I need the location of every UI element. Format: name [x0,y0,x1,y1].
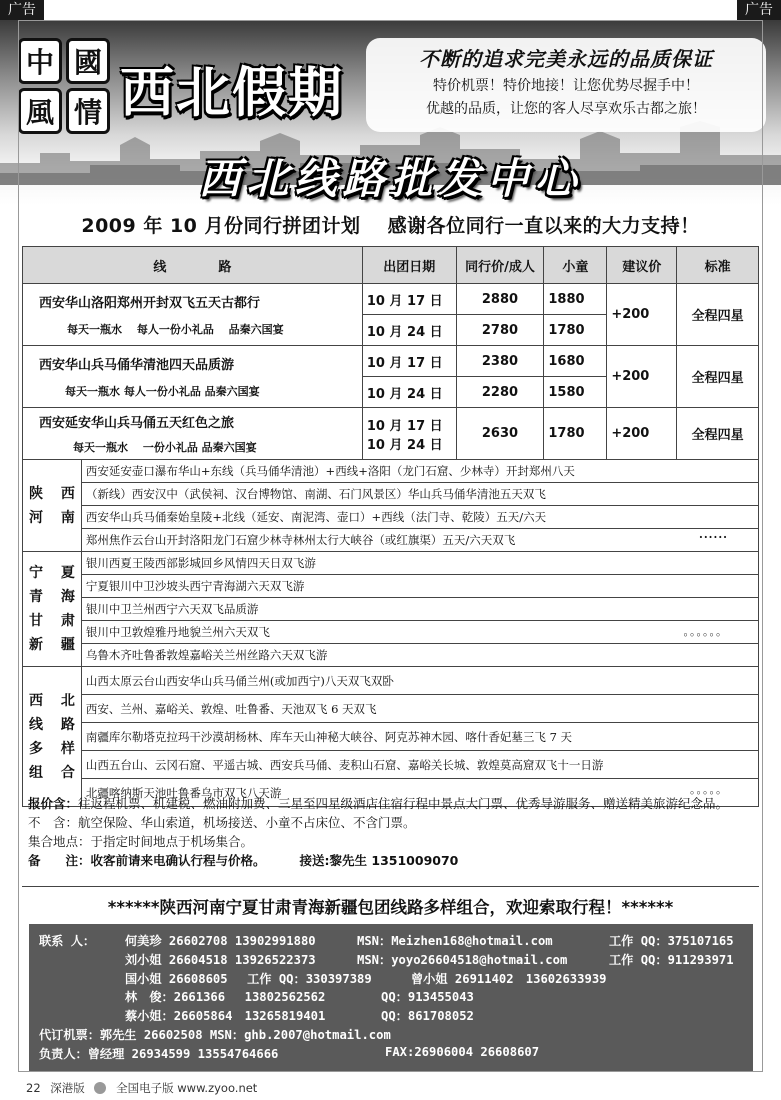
contact-qq: QQ：861708052 [381,1009,474,1024]
tour-dates [362,408,456,460]
header-standard: 标准 [677,247,759,284]
contact-qq: QQ：913455043 [381,990,474,1005]
tour-route-cell [23,346,363,408]
tour-price: 2630 [456,408,544,460]
contact-person: 刘小姐 26604518 13926522373 [125,952,316,967]
page-footer [26,1080,263,1096]
contact-row [39,951,743,970]
tour-name: 西安华山兵马俑华清池四天品质游 [39,358,235,373]
divider [22,886,759,887]
tour-table [22,246,759,807]
tour-date: 10 月 17 日 [366,418,443,434]
contact-person: 何美珍 26602708 13902991880 [125,934,316,948]
region-label: 陕 西 河 南 [23,460,82,552]
contact-qq: 工作 QQ：911293971 [609,952,734,967]
region-row [23,667,759,695]
region-row [23,644,759,667]
tour-route-cell [23,408,363,460]
route-item: 郑州焦作云台山开封洛阳龙门石窟少林寺林州太行大峡谷（或红旗渠）五天/六天双飞 [85,533,516,547]
includes-line [28,794,758,813]
contact-person: 蔡小姐：26605864 13265819401 [125,1009,326,1024]
region-row [23,695,759,723]
route-item: 银川中卫兰州西宁六天双飞品质游 [81,598,758,621]
region-label: 西 北 线 路 多 样 组 合 [23,667,82,807]
contact-label: 联系 人： [39,934,96,948]
route-item: 南疆库尔勒塔克拉玛干沙漠胡杨林、库车天山神秘大峡谷、阿克苏神木园、喀什香妃墓三飞 7 天 [81,723,758,751]
includes-label: 报价含： [28,796,79,811]
more-dots: 。。。。。 [690,783,728,796]
headline: 西北线路批发中心 [198,154,583,203]
region-row [23,621,759,644]
more-dots: 。。。。。。 [683,625,728,638]
route-item: 宁夏银川中卫沙坡头西宁青海湖六天双飞游 [81,575,758,598]
manager: 负责人：曾经理 26934599 13554764666 [39,1046,279,1061]
includes-text: 往返程机票、机建税、燃油附加费、三星至四星级酒店住宿行程中景点大门票、优秀导游服务、赠送精美旅游纪念品。 [78,796,729,811]
logo [18,38,110,130]
site-link[interactable]: 全国电子版 www.zyoo.net [116,1081,258,1095]
tour-price: 2380 [456,346,544,377]
slogan-box [366,38,766,132]
contact-row [39,1026,743,1045]
tour-price: 2280 [456,377,544,408]
tour-standard: 全程四星 [677,346,759,408]
route-item: 银川西夏王陵西部影城回乡风情四天日双飞游 [81,552,758,575]
edition: 深港版 [50,1081,85,1095]
header-child: 小童 [544,247,607,284]
route-item: 西安延安壶口瀑布华山+东线（兵马俑华清池）+西线+洛阳（龙门石窟、少林寺）开封郑州八天 [81,460,758,483]
tour-date: 10 月 17 日 [362,346,456,377]
tour-date: 10 月 24 日 [366,437,443,453]
tour-price: 2880 [456,284,544,315]
remark-line [28,851,758,870]
tour-name: 西安延安华山兵马俑五天红色之旅 [39,416,235,431]
contact-row [39,988,743,1007]
tour-date: 10 月 24 日 [362,377,456,408]
table-header-row [23,247,759,284]
ticket-agent: 代订机票：郭先生 26602508 MSN：ghb.2007@hotmail.com [39,1027,391,1042]
region-row [23,723,759,751]
route-item: 山西太原云台山西安华山兵马俑兰州(或加西宁)八天双飞双卧 [81,667,758,695]
contact-person: 曾小姐 26911402 13602633939 [411,971,607,986]
contact-qq: 工作 QQ：375107165 [609,934,734,948]
route-item-with-dots [81,621,758,644]
region-row [23,751,759,779]
ad-tag-left: 广告 [0,0,44,20]
subtitle-thanks: 感谢各位同行一直以来的大力支持！ [387,215,700,237]
more-dots: ······ [699,531,728,544]
tour-suggest: +200 [607,346,677,408]
tour-child-price: 1680 [544,346,607,377]
route-item: 西安华山兵马俑秦始皇陵+北线（延安、南泥湾、壶口）+西线（法门寺、乾陵）五天/六天 [81,506,758,529]
tour-suggest: +200 [607,408,677,460]
logo-char: 國 [66,38,110,84]
banner [0,20,781,205]
promo-banner: ******陕西河南宁夏甘肃青海新疆包团线路多样组合，欢迎索取行程！****** [107,898,674,917]
contact-msn: MSN：Meizhen168@hotmail.com [357,934,553,948]
excludes-label: 不 含： [28,815,79,830]
logo-char: 中 [18,38,62,84]
tour-child-price: 1780 [544,408,607,460]
contact-row [39,1007,743,1026]
slogan-line: 特价机票！特价地接！让您优势尽握手中！ [433,78,699,94]
tour-name: 西安华山洛阳郑州开封双飞五天古都行 [39,296,261,311]
tour-perks: 每天一瓶水 每人一份小礼品 品秦六国宴 [67,323,284,336]
contact-row [39,1045,743,1064]
header-suggest: 建议价 [607,247,677,284]
fax: FAX:26906004 26608607 [385,1044,540,1059]
remark-label: 备 注： [28,853,91,868]
route-item: 山西五台山、云冈石窟、平遥古城、西安兵马俑、麦积山石窟、嘉峪关长城、敦煌莫高窟双飞十一日游 [81,751,758,779]
globe-icon [94,1082,106,1094]
header-route: 线 路 [23,247,363,284]
contact-person: 林 俊：2661366 13802562562 [125,990,326,1005]
tour-child-price: 1780 [544,315,607,346]
brand-title: 西北假期 [120,60,344,124]
table-row [23,346,759,377]
table-row [23,284,759,315]
notes [28,794,758,870]
route-item: （新线）西安汉中（武侯祠、汉台博物馆、南湖、石门风景区）华山兵马俑华清池五天双飞 [81,483,758,506]
excludes-line [28,813,758,832]
gather-line: 集合地点：于指定时间地点于机场集合。 [28,834,254,849]
contact-person: 国小姐 26608605 工作 QQ：330397389 [125,971,372,986]
contact-row [39,970,743,989]
slogan-line: 优越的品质，让您的客人尽享欢乐古都之旅！ [426,101,706,117]
region-row [23,529,759,552]
region-label: 宁 夏 青 海 甘 肃 新 疆 [23,552,82,667]
route-item: 西安、兰州、嘉峪关、敦煌、吐鲁番、天池双飞 6 天双飞 [81,695,758,723]
header-date: 出团日期 [362,247,456,284]
tour-date: 10 月 24 日 [362,315,456,346]
contact-panel [29,924,753,1071]
subtitle [0,211,781,238]
tour-suggest: +200 [607,284,677,346]
tour-standard: 全程四星 [677,284,759,346]
logo-char: 情 [66,88,110,134]
slogan-main: 不断的追求完美永远的品质保证 [419,47,713,71]
tour-date: 10 月 17 日 [362,284,456,315]
table-row [23,408,759,460]
tour-route-cell [23,284,363,346]
region-row [23,483,759,506]
logo-char: 風 [18,88,62,134]
route-item-with-dots [81,529,758,552]
tour-child-price: 1880 [544,284,607,315]
remark-text: 收客前请来电确认行程与价格。 [90,853,266,868]
region-row [23,598,759,621]
page-number: 22 [26,1081,41,1095]
region-row [23,506,759,529]
tour-price: 2780 [456,315,544,346]
route-item: 银川中卫敦煌雅丹地貌兰州六天双飞 [85,625,270,639]
tour-perks: 每天一瓶水 每人一份小礼品 品秦六国宴 [65,385,260,398]
region-row [23,460,759,483]
tour-child-price: 1580 [544,377,607,408]
contact-msn: MSN：yoyo26604518@hotmail.com [357,952,568,967]
ad-tag-right: 广告 [737,0,781,20]
contact-row [39,932,743,951]
excludes-text: 航空保险、华山索道，机场接送、小童不占床位、不含门票。 [78,815,416,830]
route-item: 北疆喀纳斯天池吐鲁番乌市双飞八天游 [85,785,282,800]
route-item: 乌鲁木齐吐鲁番敦煌嘉峪关兰州丝路六天双飞游 [81,644,758,667]
region-row [23,575,759,598]
region-row [23,552,759,575]
tour-standard: 全程四星 [677,408,759,460]
tour-perks: 每天一瓶水 一份小礼品 品秦六国宴 [73,441,257,454]
subtitle-plan: 2009 年 10 月份同行拼团计划 [81,215,361,237]
header-peer-price: 同行价/成人 [456,247,544,284]
pickup-text: 接送:黎先生 1351009070 [299,853,459,868]
